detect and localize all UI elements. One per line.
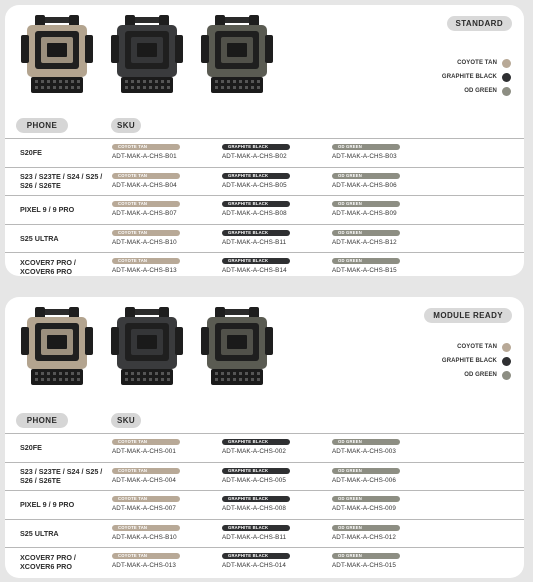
sku-cell — [332, 201, 432, 217]
product-images — [21, 305, 281, 393]
legend-dot — [502, 371, 511, 380]
sku-cell — [332, 525, 432, 541]
sku-cell — [332, 553, 432, 569]
phone-model: PIXEL 9 / 9 PRO — [20, 205, 75, 215]
legend-dot — [502, 87, 511, 96]
sku-code: ADT-MAK-A-CHS-B15 — [332, 267, 397, 274]
color-tag: COYOTE TAN — [112, 144, 180, 150]
sku-code: ADT-MAK-A-CHS-013 — [112, 562, 176, 569]
sku-code: ADT-MAK-A-CHS-005 — [222, 476, 286, 484]
product-image-graphite-black — [111, 305, 183, 393]
sku-cell — [222, 468, 322, 484]
sku-code: ADT-MAK-A-CHS-B10 — [112, 533, 177, 541]
module-sku-table — [5, 433, 524, 576]
color-tag: COYOTE TAN — [112, 173, 180, 179]
legend-label: COYOTE TAN — [457, 344, 497, 350]
phone-model: S23 / S23TE / S24 / S25 / S26 / S26TE — [20, 172, 103, 191]
color-tag: COYOTE TAN — [112, 258, 180, 264]
legend-dot — [502, 343, 511, 352]
color-tag: OD GREEN — [332, 230, 400, 236]
sku-code: ADT-MAK-A-CHS-B06 — [332, 181, 397, 189]
sku-code: ADT-MAK-A-CHS-004 — [112, 476, 176, 484]
legend-dot — [502, 357, 511, 366]
legend-item-od-green — [361, 84, 511, 98]
sku-cell — [112, 230, 212, 246]
legend-dot — [502, 73, 511, 82]
sku-column-header: SKU — [111, 118, 141, 133]
phone-model: S20FE — [20, 148, 42, 158]
sku-code: ADT-MAK-A-CHS-B05 — [222, 181, 287, 189]
legend-item-graphite-black — [361, 354, 511, 368]
table-row — [5, 224, 524, 253]
standard-sku-table — [5, 138, 524, 276]
sku-cell — [112, 173, 212, 189]
sku-code: ADT-MAK-A-CHS-007 — [112, 505, 176, 512]
color-tag: GRAPHITE BLACK — [222, 525, 290, 531]
table-row — [5, 433, 524, 462]
sku-code: ADT-MAK-A-CHS-B11 — [222, 238, 287, 246]
table-row — [5, 519, 524, 548]
phone-model: S25 ULTRA — [20, 528, 59, 538]
sku-code: ADT-MAK-A-CHS-002 — [222, 448, 286, 455]
sku-code: ADT-MAK-A-CHS-B02 — [222, 153, 287, 160]
sku-cell — [332, 468, 432, 484]
sku-cell — [112, 439, 212, 455]
sku-cell — [332, 439, 432, 455]
sku-cell — [112, 258, 212, 274]
product-image-coyote-tan — [21, 305, 93, 393]
sku-cell — [332, 173, 432, 189]
sku-cell — [112, 468, 212, 484]
legend-item-coyote-tan — [361, 56, 511, 70]
color-tag: OD GREEN — [332, 525, 400, 531]
table-row — [5, 138, 524, 167]
legend-item-od-green — [361, 368, 511, 382]
sku-code: ADT-MAK-A-CHS-003 — [332, 448, 396, 455]
table-row — [5, 547, 524, 576]
phone-model: XCOVER7 PRO / XCOVER6 PRO — [20, 552, 76, 571]
sku-code: ADT-MAK-A-CHS-006 — [332, 476, 396, 484]
sku-column-header: SKU — [111, 413, 141, 428]
color-tag: GRAPHITE BLACK — [222, 230, 290, 236]
color-tag: OD GREEN — [332, 468, 400, 474]
legend-label: COYOTE TAN — [457, 60, 497, 66]
sku-code: ADT-MAK-A-CHS-B13 — [112, 267, 177, 274]
color-tag: OD GREEN — [332, 439, 400, 445]
sku-code: ADT-MAK-A-CHS-001 — [112, 448, 176, 455]
color-legend — [361, 56, 511, 98]
sku-cell — [222, 439, 322, 455]
legend-label: OD GREEN — [464, 372, 497, 378]
sku-code: ADT-MAK-A-CHS-012 — [332, 533, 396, 541]
phone-model: XCOVER7 PRO / XCOVER6 PRO — [20, 257, 76, 276]
sku-code: ADT-MAK-A-CHS-B12 — [332, 238, 397, 246]
standard-badge: STANDARD — [447, 16, 513, 31]
sku-cell — [222, 496, 322, 512]
sku-cell — [112, 496, 212, 512]
legend-dot — [502, 59, 511, 68]
legend-label: GRAPHITE BLACK — [441, 358, 497, 364]
color-tag: OD GREEN — [332, 173, 400, 179]
color-tag: OD GREEN — [332, 496, 400, 502]
color-tag: COYOTE TAN — [112, 496, 180, 502]
color-tag: GRAPHITE BLACK — [222, 144, 290, 150]
sku-cell — [222, 553, 322, 569]
table-row — [5, 462, 524, 491]
color-tag: GRAPHITE BLACK — [222, 173, 290, 179]
table-row — [5, 167, 524, 196]
sku-cell — [332, 144, 432, 160]
standard-card — [5, 5, 524, 276]
sku-cell — [112, 144, 212, 160]
color-tag: COYOTE TAN — [112, 201, 180, 207]
sku-code: ADT-MAK-A-CHS-B08 — [222, 210, 287, 217]
table-row — [5, 490, 524, 519]
color-legend — [361, 340, 511, 382]
sku-cell — [222, 258, 322, 274]
sku-code: ADT-MAK-A-CHS-B04 — [112, 181, 177, 189]
product-image-coyote-tan — [21, 13, 93, 101]
sku-code: ADT-MAK-A-CHS-B09 — [332, 210, 397, 217]
sku-cell — [112, 553, 212, 569]
phone-column-header: PHONE — [16, 118, 68, 133]
table-row — [5, 195, 524, 224]
sku-code: ADT-MAK-A-CHS-B01 — [112, 153, 177, 160]
legend-item-graphite-black — [361, 70, 511, 84]
color-tag: COYOTE TAN — [112, 525, 180, 531]
sku-cell — [112, 525, 212, 541]
color-tag: COYOTE TAN — [112, 439, 180, 445]
sku-code: ADT-MAK-A-CHS-B14 — [222, 267, 287, 274]
phone-model: S20FE — [20, 443, 42, 453]
color-tag: GRAPHITE BLACK — [222, 201, 290, 207]
color-tag: COYOTE TAN — [112, 230, 180, 236]
sku-code: ADT-MAK-A-CHS-B10 — [112, 238, 177, 246]
sku-code: ADT-MAK-A-CHS-008 — [222, 505, 286, 512]
sku-cell — [222, 525, 322, 541]
sku-code: ADT-MAK-A-CHS-014 — [222, 562, 286, 569]
color-tag: GRAPHITE BLACK — [222, 439, 290, 445]
color-tag: GRAPHITE BLACK — [222, 496, 290, 502]
color-tag: COYOTE TAN — [112, 553, 180, 559]
table-row — [5, 252, 524, 276]
module-ready-card — [5, 297, 524, 578]
sku-cell — [222, 201, 322, 217]
color-tag: OD GREEN — [332, 258, 400, 264]
sku-code: ADT-MAK-A-CHS-B11 — [222, 533, 287, 541]
sku-cell — [112, 201, 212, 217]
sku-cell — [332, 496, 432, 512]
sku-code: ADT-MAK-A-CHS-B07 — [112, 210, 177, 217]
sku-code: ADT-MAK-A-CHS-015 — [332, 562, 396, 569]
color-tag: OD GREEN — [332, 553, 400, 559]
sku-cell — [222, 173, 322, 189]
color-tag: GRAPHITE BLACK — [222, 468, 290, 474]
color-tag: COYOTE TAN — [112, 468, 180, 474]
legend-label: GRAPHITE BLACK — [441, 74, 497, 80]
product-image-od-green — [201, 305, 273, 393]
legend-label: OD GREEN — [464, 88, 497, 94]
phone-model: S23 / S23TE / S24 / S25 / S26 / S26TE — [20, 467, 103, 486]
color-tag: OD GREEN — [332, 201, 400, 207]
sku-cell — [332, 230, 432, 246]
sku-cell — [222, 230, 322, 246]
phone-column-header: PHONE — [16, 413, 68, 428]
module-ready-badge: MODULE READY — [424, 308, 512, 323]
sku-cell — [222, 144, 322, 160]
product-image-od-green — [201, 13, 273, 101]
color-tag: GRAPHITE BLACK — [222, 258, 290, 264]
sku-code: ADT-MAK-A-CHS-B03 — [332, 153, 397, 160]
color-tag: OD GREEN — [332, 144, 400, 150]
phone-model: PIXEL 9 / 9 PRO — [20, 500, 75, 510]
sku-code: ADT-MAK-A-CHS-009 — [332, 505, 396, 512]
legend-item-coyote-tan — [361, 340, 511, 354]
product-image-graphite-black — [111, 13, 183, 101]
color-tag: GRAPHITE BLACK — [222, 553, 290, 559]
sku-cell — [332, 258, 432, 274]
phone-model: S25 ULTRA — [20, 233, 59, 243]
product-images — [21, 13, 281, 101]
